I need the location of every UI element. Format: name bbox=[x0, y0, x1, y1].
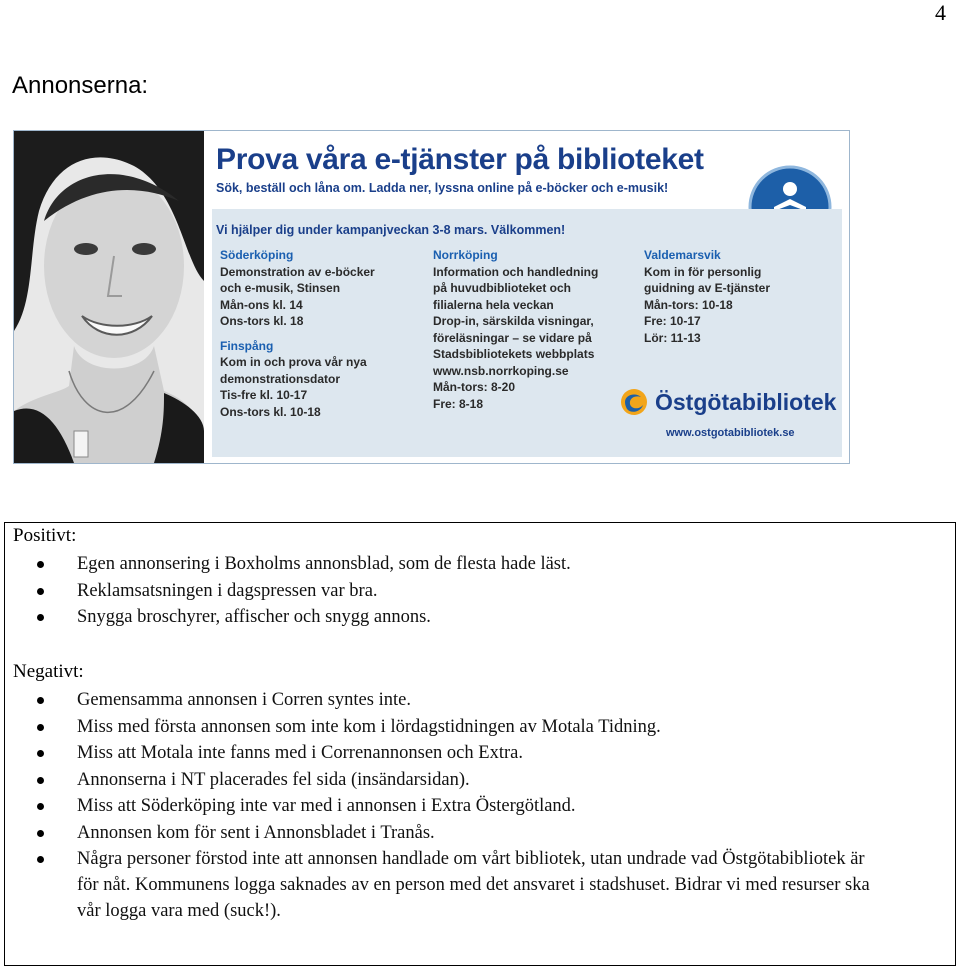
col2-line: Drop-in, särskilda visningar, bbox=[433, 314, 594, 328]
col3-line: guidning av E-tjänster bbox=[644, 281, 771, 295]
col3-line: Kom in för personlig bbox=[644, 264, 762, 279]
col2-line: Stadsbibliotekets webbplats bbox=[433, 347, 595, 361]
col1-line: Tis-fre kl. 10-17 bbox=[220, 388, 308, 402]
positive-list bbox=[5, 551, 571, 631]
col2-line: Fre: 8-18 bbox=[433, 396, 484, 411]
list-item: Miss att Motala inte fanns med i Correnannonsen och Extra. bbox=[5, 740, 877, 767]
advertisement-content bbox=[204, 131, 849, 463]
col2-line: www.nsb.norrkoping.se bbox=[433, 363, 569, 378]
list-item: Miss med första annonsen som inte kom i lördagstidningen av Motala Tidning. bbox=[5, 714, 877, 741]
ad-title: Prova våra e-tjänster på biblioteket bbox=[216, 143, 704, 176]
col1-line: Ons-tors kl. 10-18 bbox=[220, 404, 321, 419]
list-item: Egen annonsering i Boxholms annonsblad, som de flesta hade läst. bbox=[5, 551, 571, 578]
ad-column-soderkoping bbox=[220, 247, 375, 420]
town-valdemarsvik: Valdemarsvik bbox=[644, 248, 721, 262]
woman-photo bbox=[14, 131, 204, 463]
col2-line: föreläsningar – se vidare på bbox=[433, 330, 592, 345]
list-item: Gemensamma annonsen i Corren syntes inte. bbox=[5, 687, 877, 714]
col2-line: på huvudbiblioteket och bbox=[433, 281, 572, 295]
library-advertisement bbox=[13, 130, 850, 464]
logo-text: Östgötabibliotek bbox=[655, 388, 837, 415]
evaluation-box bbox=[4, 522, 956, 966]
col1-line: demonstrationsdator bbox=[220, 371, 341, 386]
col1-line: Kom in och prova vår nya bbox=[220, 355, 367, 369]
col1-line: och e-musik, Stinsen bbox=[220, 281, 341, 295]
list-item: Några personer förstod inte att annonsen handlade om vårt bibliotek, utan undrade vad Östgötabibliotek är för nåt. Kommunens logga saknades av en person med det ansvaret i stadshuset. Bidrar vi med resurser ska vår logga vara med (suck!). bbox=[5, 846, 877, 924]
ad-subtitle: Sök, beställ och låna om. Ladda ner, lyssna online på e-böcker och e-musik! bbox=[216, 181, 669, 195]
col3-line: Mån-tors: 10-18 bbox=[644, 297, 733, 312]
town-soderkoping: Söderköping bbox=[220, 248, 294, 262]
swirl-logo-icon bbox=[619, 387, 649, 417]
ad-column-norrkoping bbox=[433, 247, 598, 412]
negative-title: Negativt: bbox=[13, 661, 84, 682]
ad-intro: Vi hjälper dig under kampanjveckan 3-8 mars. Välkommen! bbox=[216, 223, 566, 237]
col1-line: Demonstration av e-böcker bbox=[220, 264, 375, 279]
town-finspang: Finspång bbox=[220, 338, 274, 353]
negative-list bbox=[5, 687, 877, 924]
col1-line: Ons-tors kl. 18 bbox=[220, 314, 304, 328]
col2-line: Information och handledning bbox=[433, 264, 599, 279]
page-number: 4 bbox=[935, 0, 946, 25]
list-item: Miss att Söderköping inte var med i annonsen i Extra Östergötland. bbox=[5, 793, 877, 820]
col1-line: Mån-ons kl. 14 bbox=[220, 297, 303, 312]
col3-line: Lör: 11-13 bbox=[644, 330, 701, 345]
ad-column-valdemarsvik bbox=[644, 247, 770, 346]
positive-title: Positivt: bbox=[13, 525, 77, 546]
ad-url: www.ostgotabibliotek.se bbox=[666, 427, 795, 439]
list-item: Reklamsatsningen i dagspressen var bra. bbox=[5, 578, 571, 605]
col2-line: Mån-tors: 8-20 bbox=[433, 380, 516, 394]
col2-line: filialerna hela veckan bbox=[433, 297, 554, 312]
ostgotabibliotek-logo bbox=[619, 387, 836, 417]
list-item: Annonserna i NT placerades fel sida (insändarsidan). bbox=[5, 767, 877, 794]
page-heading: Annonserna: bbox=[12, 72, 149, 99]
col3-line: Fre: 10-17 bbox=[644, 314, 701, 328]
town-norrkoping: Norrköping bbox=[433, 248, 498, 262]
list-item: Snygga broschyrer, affischer och snygg annons. bbox=[5, 604, 571, 631]
list-item: Annonsen kom för sent i Annonsbladet i Tranås. bbox=[5, 820, 877, 847]
